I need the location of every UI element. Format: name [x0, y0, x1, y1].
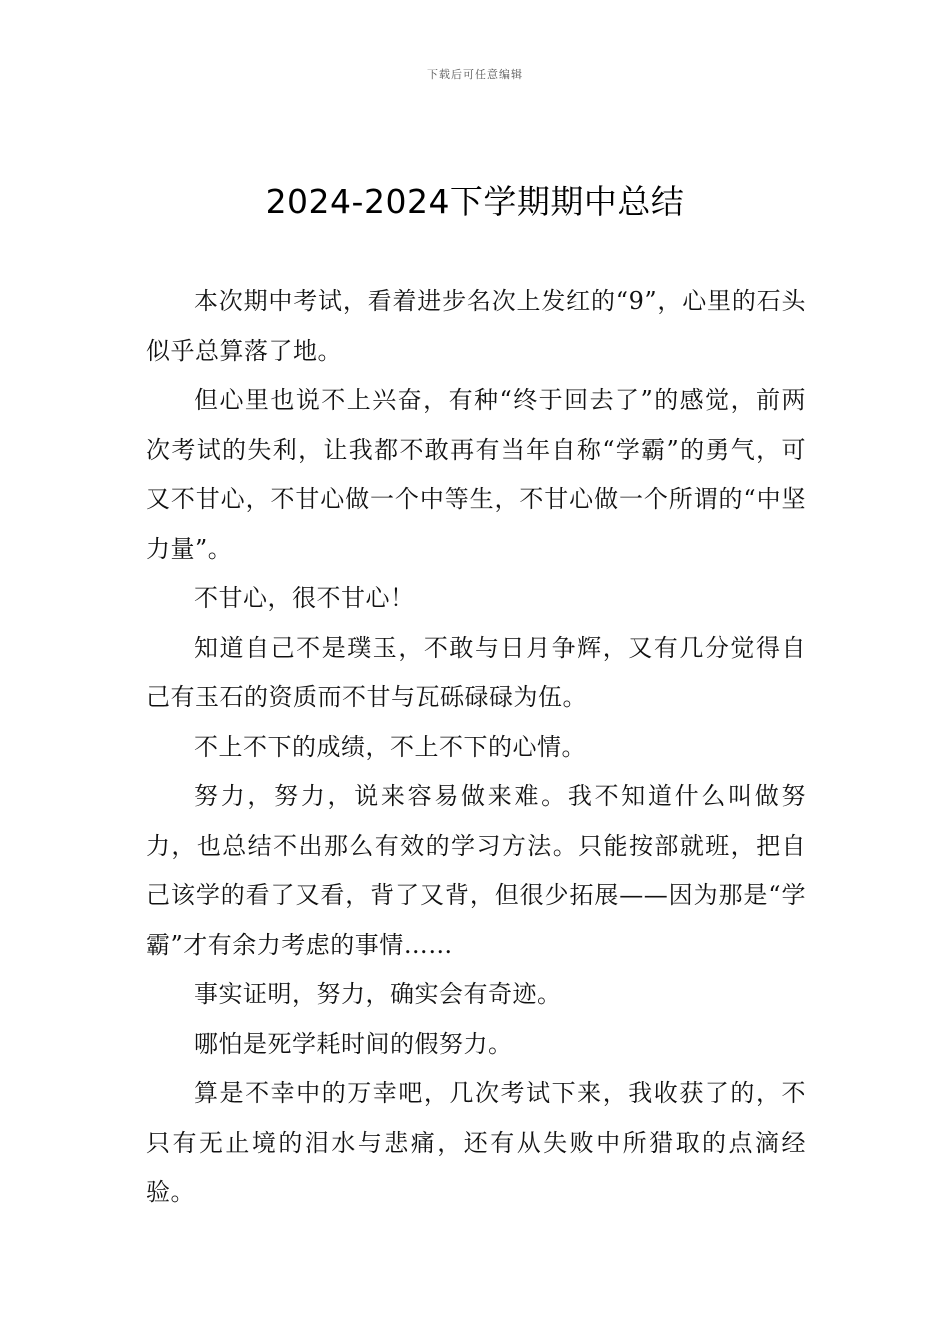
- paragraph: 事实证明，努力，确实会有奇迹。: [194, 980, 562, 1008]
- document-body: [146, 277, 806, 1218]
- page-header-note: 下载后可任意编辑: [427, 68, 523, 81]
- paragraph: 本次期中考试，看着进步名次上发红的“9”，心里的石头似乎总算落了地。: [146, 287, 806, 365]
- paragraph: 算是不幸中的万幸吧，几次考试下来，我收获了的，不只有无止境的泪水与悲痛，还有从失败中所猎取的点滴经验。: [146, 1079, 806, 1206]
- document-title: 2024-2024下学期期中总结: [265, 182, 685, 221]
- paragraph: 但心里也说不上兴奋，有种“终于回去了”的感觉，前两次考试的失利，让我都不敢再有当年自称“学霸”的勇气，可又不甘心，不甘心做一个中等生，不甘心做一个所谓的“中坚力量”。: [146, 386, 806, 563]
- paragraph: 不上不下的成绩，不上不下的心情。: [194, 732, 586, 761]
- paragraph: 努力，努力，说来容易做来难。我不知道什么叫做努力，也总结不出那么有效的学习方法。只能按部就班，把自己该学的看了又看，背了又背，但很少拓展——因为那是“学霸”才有余力考虑的事情……: [146, 782, 806, 959]
- paragraph: 哪怕是死学耗时间的假努力。: [194, 1029, 513, 1058]
- paragraph: 知道自己不是璞玉，不敢与日月争辉，又有几分觉得自己有玉石的资质而不甘与瓦砾碌碌为伍。: [146, 633, 806, 711]
- paragraph: 不甘心，很不甘心！: [194, 584, 415, 612]
